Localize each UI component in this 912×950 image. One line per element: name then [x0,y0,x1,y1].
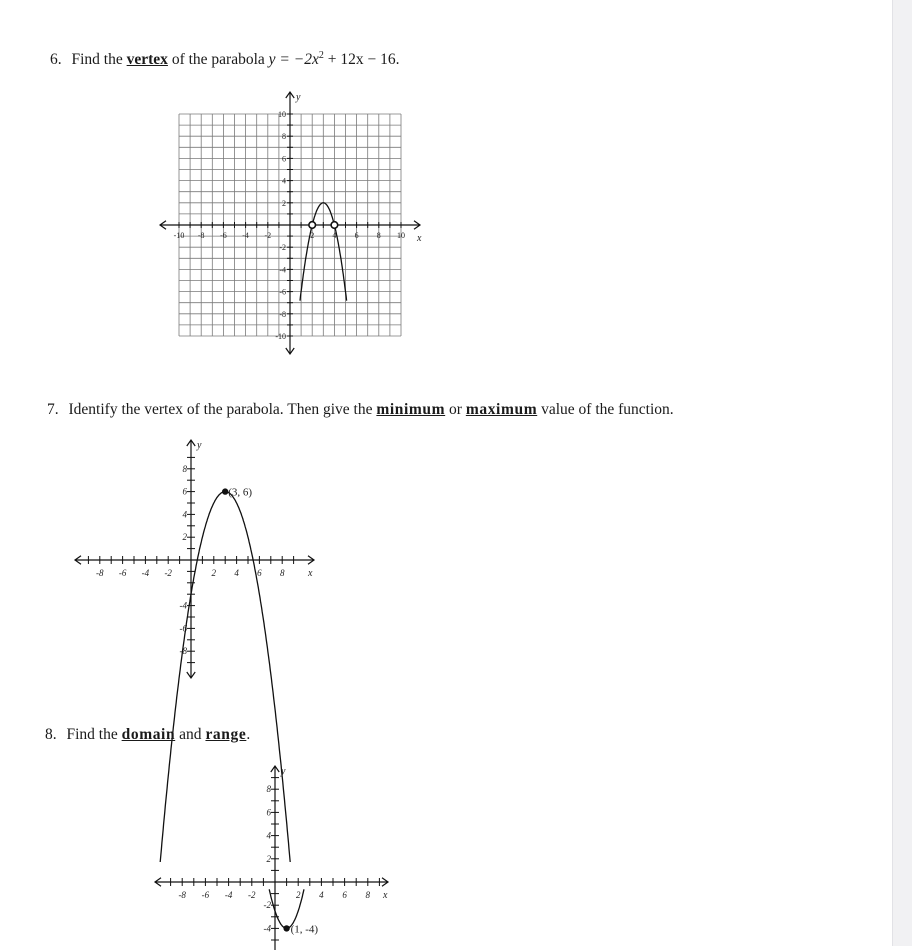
problem-8-connector: and [179,726,202,743]
graph-8-x-tick-label: 4 [319,890,324,900]
graph-6-y-tick-label: 2 [282,198,286,208]
page-scrollbar-edge[interactable] [892,0,912,946]
problem-8-text [45,726,250,744]
problem-6-equation-lhs: y = −2x [268,51,319,68]
problem-7-text [47,401,674,419]
graph-6-x-tick-label: -4 [242,231,249,240]
graph-7-x-tick-label: -6 [118,568,127,578]
problem-6-number: 6. [50,51,62,68]
graph-6-y-axis-name: y [296,92,301,103]
problem-6-pre: Find the [71,51,123,68]
graph-6-y-tick-label: 4 [282,176,286,186]
graph-8-x-tick-label: -2 [248,890,256,900]
graph-7-coordinate-plane [70,435,330,685]
problem-8-post: . [246,726,251,743]
problem-6-equation-rhs: + 12x − 16. [323,51,400,68]
graph-8-x-tick-label: 6 [342,890,347,900]
graph-7-vertex-label: (3, 6) [228,486,253,499]
graph-6-y-tick-label: -6 [279,287,286,297]
problem-7-keyword-maximum: maximum [465,401,538,418]
graph-8-x-tick-label: -8 [178,890,186,900]
graph-7-y-tick-label: -8 [179,646,187,657]
graph-7-y-tick-label: -6 [179,623,187,634]
graph-8-x-tick-label: 8 [365,890,371,900]
graph-7-y-tick-label: 6 [182,486,187,497]
problem-7-pre: Identify the vertex of the parabola. Then give the [68,401,373,418]
graph-6-y-tick-label: 6 [282,154,286,164]
problem-8-keyword-domain: domain [121,726,176,743]
graph-8-vertex-label: (1, -4) [290,923,319,936]
graph-8-x-tick-label: -6 [201,890,210,900]
graph-7-y-tick-label: 4 [182,509,187,520]
problem-6-keyword-vertex: vertex [126,51,168,68]
graph-7-x-tick-label: 2 [211,568,217,578]
graph-7-x-tick-label: -4 [141,568,150,578]
graph-8-coordinate-plane [150,760,410,950]
graph-6-x-intercept-point [309,222,316,229]
graph-6-x-intercept-point [331,222,338,229]
graph-7-x-tick-label: -2 [164,568,172,578]
graph-7-y-tick-label: 8 [182,463,187,474]
graph-6-x-tick-label: 10 [397,231,405,240]
problem-8-pre: Find the [66,726,118,743]
graph-7-x-tick-label: 8 [279,568,285,578]
graph-7-x-tick-label: 4 [234,568,239,578]
problem-7-number: 7. [47,401,59,418]
graph-6-y-tick-label: -4 [279,265,286,275]
graph-8-x-tick-label: 2 [295,890,301,900]
graph-6-y-tick-label: -8 [279,309,286,319]
graph-6-x-tick-label: -6 [220,231,227,240]
graph-6-y-tick-label: 8 [282,132,286,142]
graph-8-y-tick-label: -4 [263,923,271,934]
graph-6-coordinate-grid [155,88,435,358]
graph-8-y-tick-label: 8 [266,784,271,795]
graph-8-y-tick-label: -2 [263,900,271,911]
graph-6-x-tick-label: 8 [376,231,381,240]
graph-8-y-axis-name: y [281,766,286,777]
problem-7-keyword-minimum: minimum [376,401,446,418]
graph-6-x-tick-label: 4 [332,231,337,240]
graph-6-y-tick-label: -10 [275,332,286,341]
problem-7-connector: or [449,401,462,418]
problem-6-exponent: 2 [318,50,324,61]
problem-7-post: value of the function. [541,401,674,418]
graph-7-axes [75,440,314,678]
problem-8-keyword-range: range [205,726,247,743]
graph-8-axes [155,766,388,950]
graph-6-y-tick-label: -2 [279,243,286,253]
graph-8-x-axis-name: x [383,890,388,901]
graph-6-axes [160,92,420,354]
graph-6-x-tick-label: 2 [310,231,315,240]
problem-6-mid: of the parabola [171,51,265,68]
graph-8-x-tick-label: -4 [224,890,233,900]
graph-7-y-tick-label: -4 [179,600,187,611]
graph-7-y-tick-label: 2 [182,532,187,543]
graph-7-x-tick-label: 6 [257,568,262,578]
problem-6-text [50,50,399,69]
graph-6-x-tick-label: 6 [354,231,359,240]
graph-8-vertex-point [283,925,289,931]
graph-6-y-tick-label: 10 [278,110,286,119]
graph-8-y-tick-label: 2 [266,853,271,864]
problem-8-number: 8. [45,726,57,743]
graph-7-x-axis-name: x [308,568,313,579]
graph-7-x-tick-label: -8 [96,568,104,578]
graph-8-y-tick-label: 4 [266,830,271,841]
graph-6-x-tick-label: -2 [264,231,272,240]
graph-6-x-axis-name: x [417,233,422,244]
graph-7-y-axis-name: y [197,440,202,451]
graph-6-x-tick-label: -10 [173,231,185,240]
graph-8-y-tick-label: 6 [266,807,271,818]
graph-6-x-tick-label: -8 [197,231,205,240]
